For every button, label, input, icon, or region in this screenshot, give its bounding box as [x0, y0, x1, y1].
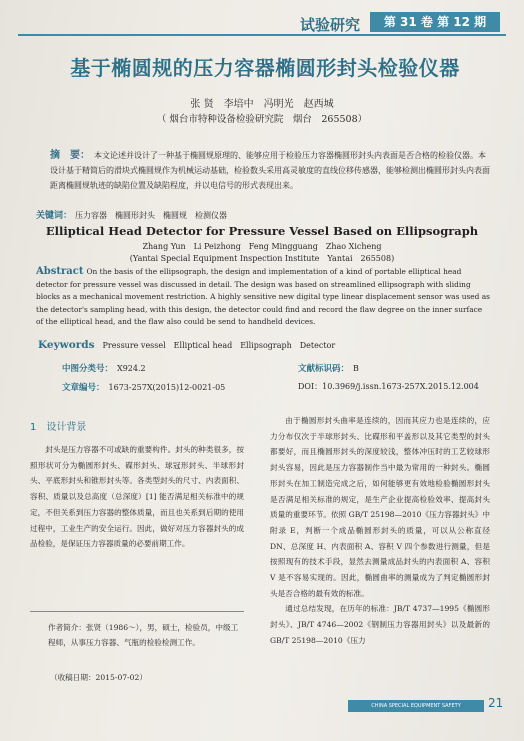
article-value: 1673-257X(2015)12-0021-05 [108, 383, 226, 392]
clc-value: X924.2 [117, 364, 146, 373]
keywords-en-label: Keywords [38, 339, 95, 351]
authors-en: Zhang Yun Li Peizhong Feng Mingguang Zhao Xicheng [142, 242, 382, 251]
clc-label: 中图分类号： [62, 364, 114, 374]
page-title: 基于椭圆规的压力容器椭圆形封头检验仪器 [70, 56, 460, 80]
page-number: 21 [488, 696, 504, 710]
abstract-en [36, 266, 491, 329]
left-paragraph: 封头是压力容器不可或缺的重要构件。封头的种类很多，按照形状可分为椭圆形封头、碟形封头、球冠形封头、半球形封头、平底形封头和锥形封头等。各类型封头的尺寸、内表面积、容积、质量以及总高度（总深度）[1] 能否满足相关标准中的规定，不但关系到压力容器的整体质量，而且也关系到后期的使用过程中，工业生产的安全运行。因此，做好对压力容器封头的成品检验，是保证压力容器质量的必要前期工作。 [30, 445, 244, 549]
section-heading: 1 设计背景 [30, 422, 87, 433]
doi: DOI：10.3969/j.issn.1673-257X.2015.12.004 [298, 382, 479, 391]
doc-value: B [353, 364, 359, 373]
clc-number [62, 362, 146, 374]
abstract-en-label: Abstract [36, 266, 84, 277]
keywords-en [38, 339, 498, 351]
doc-label: 文献标识码： [298, 364, 350, 374]
keywords-zh-label: 关键词： [36, 211, 73, 221]
abstract-en-text: On the basis of the ellipsograph, the design and implementation of a kind of portable elliptical head detector for pressure vessel was discussed in detail. The design was based on streamlined ellipsograph with sliding blocks as a mechanical movement restriction. A highly sensitive new digital type linear displacement sensor was used as the detector's sampling head, with this design, the detector could find and record the flaw degree on the inner surface of the elliptical head, and the flaw also could be send to handheld devices. [36, 267, 490, 327]
issue-badge: 第 31 卷 第 12 期 [370, 12, 500, 32]
title-en: Elliptical Head Detector for Pressure Vessel Based on Ellipsograph [45, 224, 479, 238]
article-number [62, 381, 225, 393]
received-date: （收稿日期：2015-07-02） [50, 673, 147, 682]
keywords-en-text: Pressure vessel Elliptical head Ellipsograph Detector [102, 341, 336, 350]
header-rule [18, 34, 506, 36]
affiliation-zh: （ 烟台市特种设备检验研究院 烟台 265508） [156, 114, 368, 125]
right-paragraph-2: 通过总结发现，在历年的标准：JB/T 4737—1995《椭圆形封头》、JB/T 4746—2002《钢制压力容器用封头》以及最新的 GB/T 25198—2010《压力 [270, 604, 490, 645]
footnote-divider [30, 611, 244, 612]
doc-code [298, 362, 359, 374]
keywords-zh-text: 压力容器 椭圆形封头 椭圆规 检测仪器 [75, 211, 228, 220]
left-column [30, 442, 244, 552]
abstract-zh-text: 本文论述并设计了一种基于椭圆规原理的、能够应用于检验压力容器椭圆形封头内表面是否合格的检验仪器。本设计基于精简后的滑块式椭圆规作为机械运动基础，检验数头采用高灵敏度的直线位移传感器，能够检测出椭圆形封头内表面距离椭圆规轨迹的缺陷位置及缺陷程度，并以电信号的形式表现出来。 [50, 151, 490, 190]
abstract-zh-label: 摘 要： [50, 150, 90, 161]
authors-zh: 张 贤 李培中 冯明光 赵西城 [190, 99, 334, 110]
author-note: 作者简介：张贤（1986～），男，硕士，检验员，中级工程师，从事压力容器、气瓶的检验检测工作。 [48, 623, 239, 647]
right-paragraph-1: 由于椭圆形封头曲率是连续的，因而其应力也是连续的，应力分布仅次于半球形封头、比碟形和平盖形以及其它类型的封头都要好，而且椭圆形封头的深度较浅，整体冲压时的工艺较球形封头容易，因此是压力容器制作当中最为常用的一种封头。椭圆形封头在加工制造完成之后，如何能够更有效地检验椭圆形封头是否满足相关标准的规定，是生产企业提高检验效率、提高封头质量的重要环节。依照 GB/T 25198—2010《压力容器封头》中附录 E，判断一个成品椭圆形封头的质量，可以从公称直径 DN、总深度 H、内表面积 A、容积 V 四个参数进行测量，但是按照现有的技术手段，显然去测量成品封头的内表面积 A、容积 V 是不容易实现的。因此，椭圆曲率的测量成为了判定椭圆形封头是否合格的最有效的标准。 [270, 416, 490, 598]
affiliation-en: (Yantai Special Equipment Inspection Institute Yantai 265508) [129, 254, 395, 263]
journal-footer: CHINA SPECIAL EQUIPMENT SAFETY [348, 700, 484, 712]
right-column [270, 413, 490, 649]
keywords-zh [36, 208, 496, 221]
section-label: 试验研究 [300, 16, 361, 34]
abstract-zh [50, 148, 490, 193]
article-label: 文章编号： [62, 383, 105, 393]
